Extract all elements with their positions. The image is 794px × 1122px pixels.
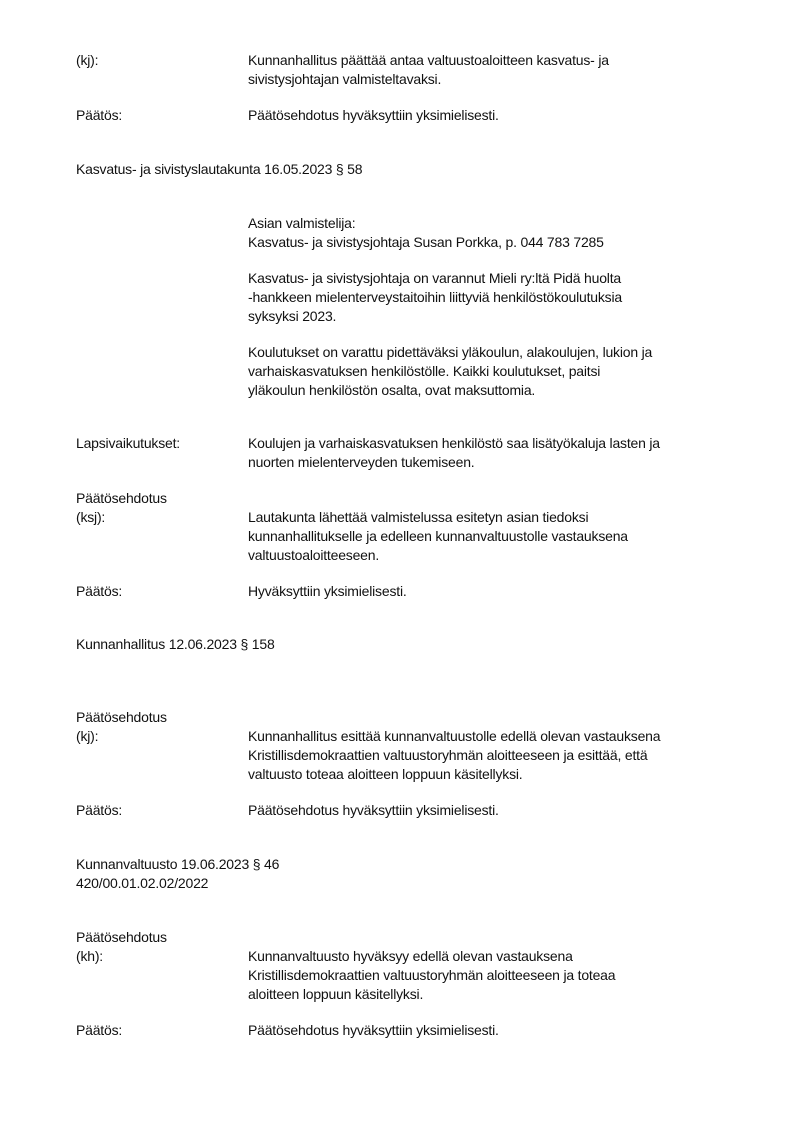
record-number: 420/00.01.02.02/2022 [76, 875, 209, 891]
section-heading-kv [76, 855, 279, 893]
row-text-kj [248, 51, 609, 89]
text-line: -hankkeen mielenterveystaitoihin liittyviä henkilöstökoulutuksia [248, 289, 622, 305]
row-label-paatos: Päätös: [76, 1022, 123, 1038]
row-text-paatos: Päätösehdotus hyväksyttiin yksimielisesti. [248, 1022, 499, 1038]
row-label-lapsivaikutukset: Lapsivaikutukset: [76, 435, 180, 451]
text-line: valtuustoaloitteeseen. [248, 547, 380, 563]
row-text-paatosehdotus-kj [248, 727, 660, 784]
row-label-kj: (kj): [76, 52, 99, 68]
row-text-paatosehdotus-kh [248, 947, 615, 1004]
section-heading-ksl: Kasvatus- ja sivistyslautakunta 16.05.2023 § 58 [76, 161, 363, 177]
text-line: Koulujen ja varhaiskasvatuksen henkilöstö saa lisätyökaluja lasten ja [248, 435, 660, 451]
row-label-paatosehdotus-kh [76, 928, 167, 966]
text-line: nuorten mielenterveyden tukemiseen. [248, 454, 475, 470]
text-line: yläkoulun henkilöstön osalta, ovat maksuttomia. [248, 382, 536, 398]
text-line: sivistysjohtajan valmisteltavaksi. [248, 71, 442, 87]
row-text-paatos: Päätösehdotus hyväksyttiin yksimielisesti. [248, 802, 499, 818]
row-label-paatosehdotus-ksj [76, 489, 167, 527]
label-line: Päätösehdotus [76, 929, 167, 945]
preparer-contact: Kasvatus- ja sivistysjohtaja Susan Porkka, p. 044 783 7285 [248, 234, 604, 250]
text-line: kunnanhallitukselle ja edelleen kunnanvaltuustolle vastauksena [248, 528, 628, 544]
text-line: Kristillisdemokraattien valtuustoryhmän aloitteeseen ja toteaa [248, 967, 616, 983]
preparer-block [248, 214, 604, 252]
text-line: Kasvatus- ja sivistysjohtaja on varannut Mieli ry:ltä Pidä huolta [248, 270, 621, 286]
row-label-paatos: Päätös: [76, 107, 123, 123]
text-line: Lautakunta lähettää valmistelussa esitetyn asian tiedoksi [248, 509, 589, 525]
row-label-paatos: Päätös: [76, 802, 123, 818]
text-line: valtuusto toteaa aloitteen loppuun käsitellyksi. [248, 766, 523, 782]
text-line: Kunnanvaltuusto hyväksyy edellä olevan vastauksena [248, 948, 573, 964]
text-line: aloitteen loppuun käsitellyksi. [248, 986, 424, 1002]
row-text-paatosehdotus-ksj [248, 508, 628, 565]
text-line: Koulutukset on varattu pidettäväksi yläkoulun, alakoulujen, lukion ja [248, 344, 653, 360]
row-text-paatos: Hyväksyttiin yksimielisesti. [248, 583, 407, 599]
label-line: (kh): [76, 948, 104, 964]
preparer-title: Asian valmistelija: [248, 215, 356, 231]
row-text-paatos: Päätösehdotus hyväksyttiin yksimielisesti. [248, 107, 499, 123]
text-line: Kunnanhallitus esittää kunnanvaltuustolle edellä olevan vastauksena [248, 728, 661, 744]
row-label-paatos: Päätös: [76, 583, 123, 599]
paragraph-2 [248, 343, 652, 400]
row-label-paatosehdotus-kj [76, 708, 167, 746]
heading-line: Kunnanvaltuusto 19.06.2023 § 46 [76, 856, 280, 872]
section-heading-kh: Kunnanhallitus 12.06.2023 § 158 [76, 636, 275, 652]
label-line: Päätösehdotus [76, 709, 167, 725]
text-line: syksyksi 2023. [248, 308, 337, 324]
label-line: Päätösehdotus [76, 490, 167, 506]
label-line: (kj): [76, 728, 99, 744]
text-line: varhaiskasvatuksen henkilöstölle. Kaikki koulutukset, paitsi [248, 363, 601, 379]
label-line: (ksj): [76, 509, 106, 525]
text-line: Kunnanhallitus päättää antaa valtuustoaloitteen kasvatus- ja [248, 52, 609, 68]
paragraph-1 [248, 269, 622, 326]
row-text-lapsivaikutukset [248, 434, 660, 472]
text-line: Kristillisdemokraattien valtuustoryhmän aloitteeseen ja esittää, että [248, 747, 648, 763]
